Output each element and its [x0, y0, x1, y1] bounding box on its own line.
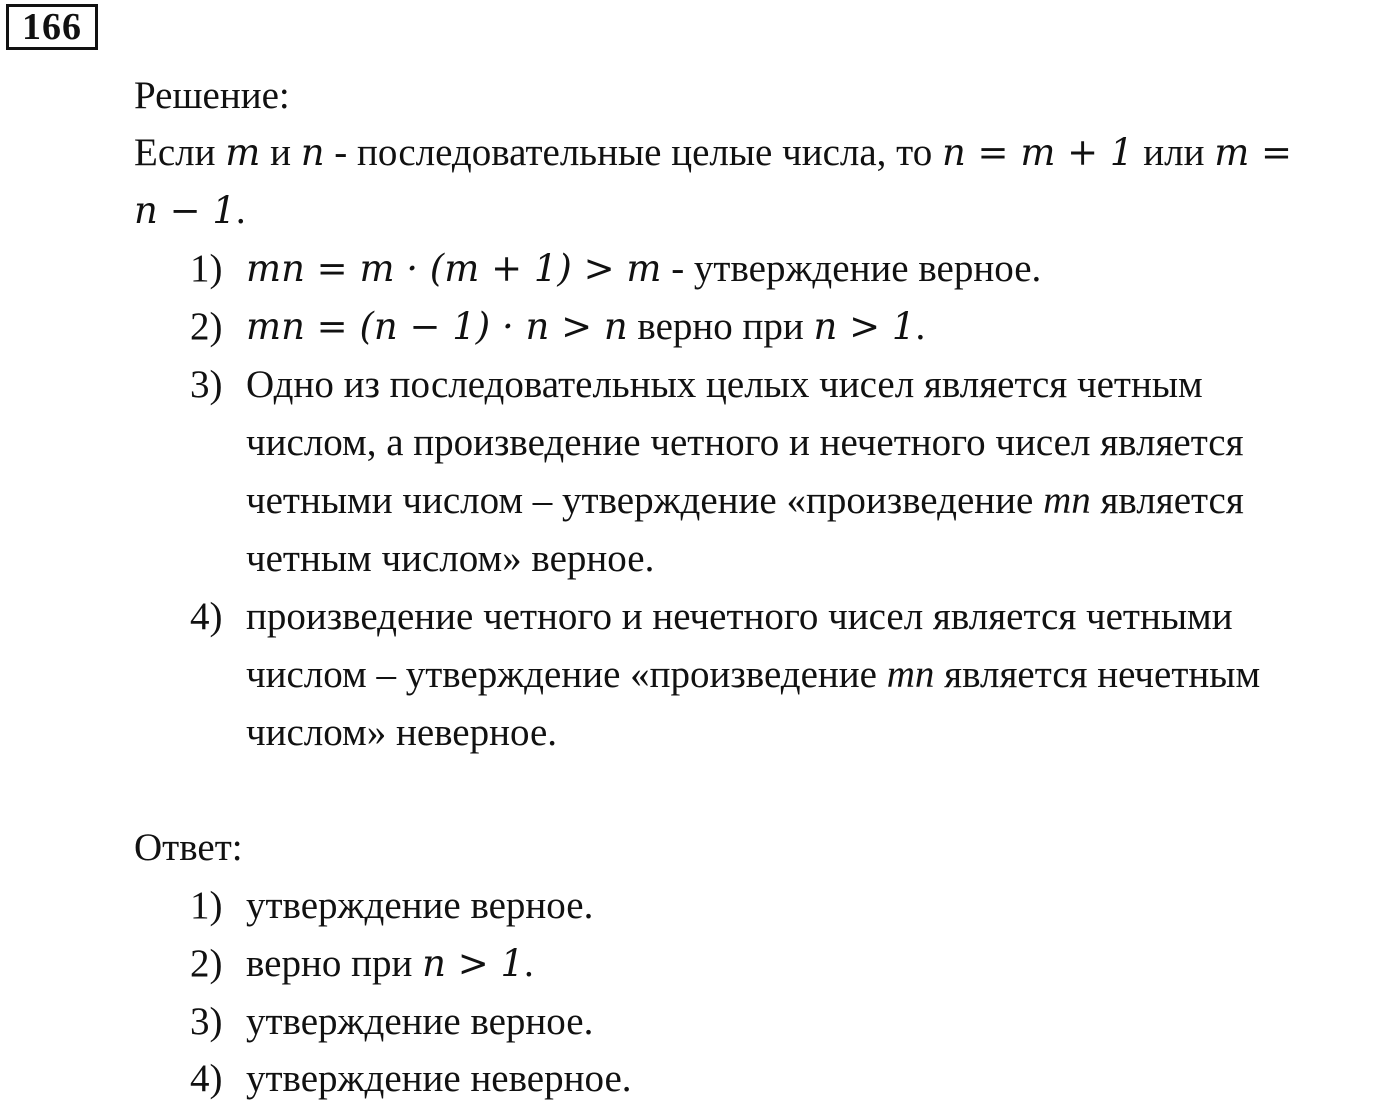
equation-n-eq-m-plus-1: n = m + 1: [941, 131, 1134, 174]
answer-item-3: утверждение верное.: [246, 1000, 594, 1043]
solution-item-4-line-1: произведение четного и нечетного чисел является четными: [246, 595, 1233, 638]
solution-intro-line-1: [134, 131, 1292, 175]
problem-number-badge: 166: [6, 4, 98, 50]
answer-heading: Ответ:: [134, 826, 243, 869]
intro-text-consecutive: - последовательные целые числа, то: [324, 131, 942, 174]
intro-text-and: и: [260, 131, 301, 174]
solution-item-4-line-2-a: числом – утверждение «произведение: [246, 653, 887, 696]
answer-item-2-number: 2): [190, 942, 223, 985]
solution-item-1-formula: mn = m · (m + 1) > m: [246, 247, 662, 290]
solution-intro-line-2: [134, 189, 246, 233]
solution-item-4-number: 4): [190, 595, 223, 638]
equation-m-eq-start: m =: [1214, 131, 1293, 174]
solution-item-4-line-3: числом» неверное.: [246, 711, 558, 754]
solution-item-4-line-2-b: является нечетным: [934, 653, 1261, 696]
answer-item-1: утверждение верное.: [246, 884, 594, 927]
solution-item-2-number: 2): [190, 305, 223, 348]
solution-item-4-line-2: [246, 653, 1260, 697]
answer-item-4: утверждение неверное.: [246, 1057, 632, 1100]
solution-item-3-line-3-a: четными числом – утверждение «произведение: [246, 479, 1044, 522]
solution-item-2-text: верно при: [627, 305, 814, 348]
solution-item-1-text: - утверждение верное.: [661, 247, 1042, 290]
solution-item-3-line-4: четным числом» верное.: [246, 537, 655, 580]
variable-m: m: [225, 131, 261, 174]
answer-item-1-number: 1): [190, 884, 223, 927]
solution-item-3-line-3-b: является: [1090, 479, 1244, 522]
solution-heading: Решение:: [134, 74, 290, 117]
answer-item-2-text: верно при: [246, 942, 423, 985]
solution-item-3-number: 3): [190, 363, 223, 406]
solution-item-3-variable-mn: mn: [1043, 479, 1091, 522]
answer-item-2-end: .: [524, 942, 534, 985]
intro-text-if: Если: [134, 131, 226, 174]
intro-text-or: или: [1133, 131, 1215, 174]
solution-item-3-line-2: числом, а произведение четного и нечетного чисел является: [246, 421, 1244, 464]
solution-item-1: [246, 247, 1041, 291]
solution-item-3-line-1: Одно из последовательных целых чисел является четным: [246, 363, 1203, 406]
solution-item-2-condition: n > 1: [813, 305, 916, 348]
solution-item-2: [246, 305, 925, 349]
answer-item-4-number: 4): [190, 1057, 223, 1100]
equation-n-minus-1: n − 1: [134, 189, 236, 232]
solution-item-3-line-3: [246, 479, 1244, 523]
intro-period: .: [235, 189, 246, 232]
answer-item-2: [246, 942, 534, 986]
solution-item-1-number: 1): [190, 247, 223, 290]
answer-item-2-condition: n > 1: [422, 942, 525, 985]
solution-item-4-variable-mn: mn: [886, 653, 935, 696]
solution-item-2-formula: mn = (n − 1) · n > n: [246, 305, 628, 348]
answer-item-3-number: 3): [190, 1000, 223, 1043]
variable-n: n: [300, 131, 325, 174]
solution-item-2-end: .: [915, 305, 926, 348]
